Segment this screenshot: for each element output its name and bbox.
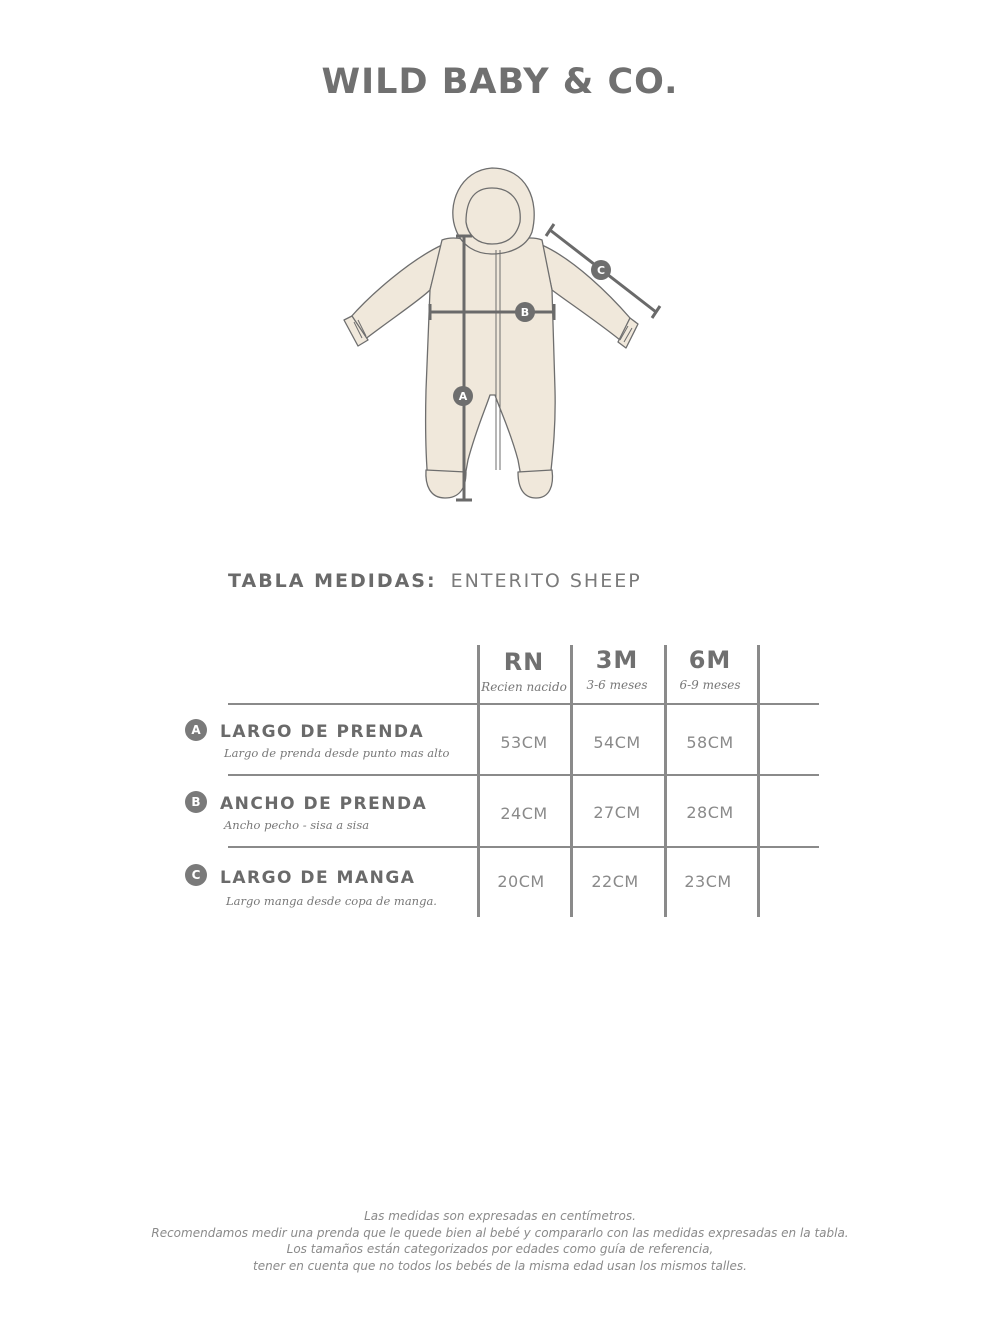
row-description: Ancho pecho - sisa a sisa bbox=[224, 818, 370, 832]
row-label: LARGO DE PRENDA bbox=[220, 722, 425, 742]
row-label: LARGO DE MANGA bbox=[220, 868, 416, 888]
footer-line: tener en cuenta que no todos los bebés de la misma edad usan los mismos talles. bbox=[253, 1258, 747, 1273]
grid-hline bbox=[228, 846, 819, 848]
table-cell: 53CM bbox=[500, 733, 548, 752]
marker-a bbox=[453, 386, 473, 406]
row-badge-c: C bbox=[185, 864, 207, 886]
garment-illustration bbox=[330, 160, 670, 510]
svg-text:C: C bbox=[596, 264, 606, 277]
table-cell: 54CM bbox=[593, 733, 641, 752]
size-header-rn bbox=[478, 648, 570, 694]
footer-line: Las medidas son expresadas en centímetros. bbox=[364, 1209, 636, 1223]
table-cell: 22CM bbox=[591, 872, 639, 891]
brand-title: WILD BABY & CO. bbox=[321, 62, 679, 102]
size-header-3m bbox=[571, 646, 663, 692]
table-title bbox=[228, 570, 642, 592]
row-badge-b: B bbox=[185, 791, 207, 813]
row-description: Largo manga desde copa de manga. bbox=[226, 894, 437, 908]
marker-c bbox=[591, 260, 611, 280]
size-code: 3M bbox=[595, 646, 639, 674]
table-cell: 20CM bbox=[497, 872, 545, 891]
size-code: RN bbox=[503, 648, 545, 676]
table-cell: 28CM bbox=[686, 803, 734, 822]
row-badge-a: A bbox=[185, 719, 207, 741]
table-cell: 58CM bbox=[686, 733, 734, 752]
size-age: 3-6 meses bbox=[586, 678, 648, 692]
marker-b bbox=[515, 302, 535, 322]
footer-line: Recomendamos medir una prenda que le quede bien al bebé y compararlo con las medidas expresadas en la tabla. bbox=[151, 1225, 849, 1240]
table-cell: 24CM bbox=[500, 804, 548, 823]
table-title-product: ENTERITO SHEEP bbox=[450, 570, 642, 592]
table-cell: 23CM bbox=[684, 872, 732, 891]
table-cell: 27CM bbox=[593, 803, 641, 822]
footer-line: Los tamaños están categorizados por edades como guía de referencia, bbox=[286, 1242, 714, 1256]
size-code: 6M bbox=[688, 646, 732, 674]
svg-text:B: B bbox=[520, 306, 530, 319]
grid-vline bbox=[757, 645, 760, 917]
table-title-label: TABLA MEDIDAS: bbox=[228, 570, 437, 592]
grid-hline bbox=[228, 703, 819, 705]
size-age: 6-9 meses bbox=[679, 678, 741, 692]
grid-hline bbox=[228, 774, 819, 776]
footer-notes bbox=[0, 1208, 1000, 1274]
row-label: ANCHO DE PRENDA bbox=[220, 794, 428, 814]
size-age: Recien nacido bbox=[481, 680, 567, 694]
svg-text:A: A bbox=[458, 390, 468, 403]
row-description: Largo de prenda desde punto mas alto bbox=[224, 746, 450, 760]
size-header-6m bbox=[664, 646, 756, 692]
